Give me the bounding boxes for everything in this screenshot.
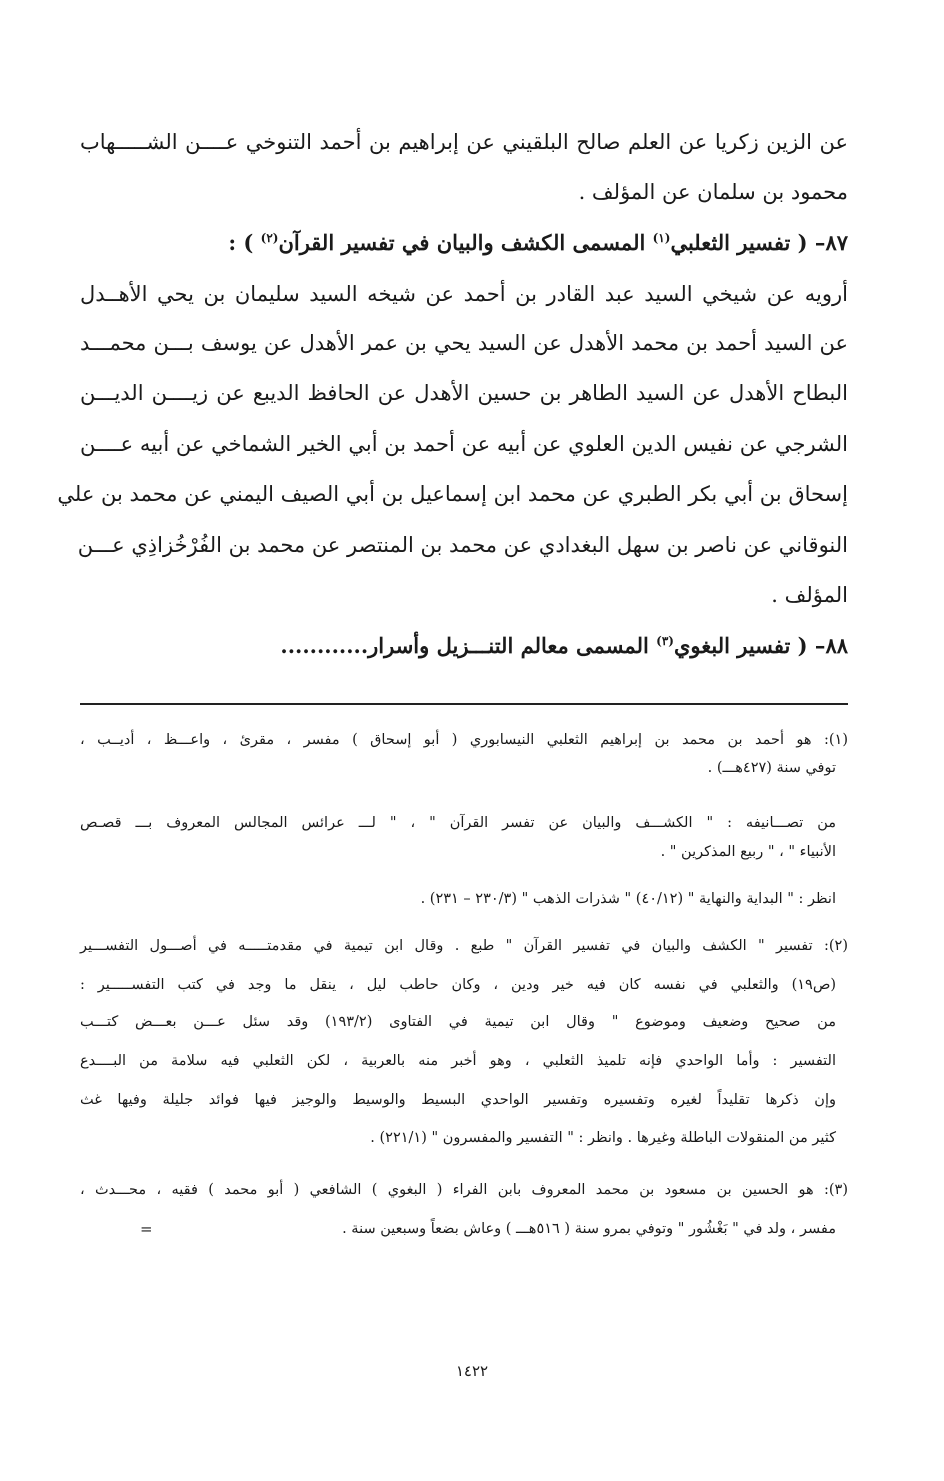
body-line-2: محمود بن سلمان عن المؤلف . bbox=[578, 180, 848, 204]
body-line-1: عن الزين زكريا عن العلم صالح البلقيني عن إبراهيم بن أحمد التنوخي عــــن الشـــــهاب bbox=[80, 130, 848, 154]
page-number: ١٤٢٢ bbox=[455, 1362, 489, 1380]
footnote-divider bbox=[80, 703, 848, 705]
body-line-8: النوقاني عن ناصر بن سهل البغدادي عن محمد بن المنتصر عن محمد بن الفُرْخُزاذِي عـــن bbox=[77, 533, 848, 557]
body-line-7: إسحاق بن أبي بكر الطبري عن محمد ابن إسماعيل بن أبي الصيف اليمني عن محمد بن علي bbox=[57, 482, 848, 506]
body-line-4: عن السيد أحمد بن محمد الأهدل عن السيد يحي بن عمر الأهدل عن يوسف بـــن محمـــد bbox=[80, 331, 848, 355]
footnote-1-line-4: الأنبياء " ، " ربيع المذكرين " . bbox=[660, 844, 836, 860]
footnote-3-line-1: (٣): هو الحسين بن مسعود بن محمد المعروف بابن الفراء ( البغوي ) الشافعي ( أبو محمد ) فقيه ، محـــدث ، bbox=[80, 1182, 848, 1198]
footnote-ref-2[interactable]: (٢) bbox=[260, 231, 279, 245]
heading-88-title: المسمى معالم التنـــزيل وأسرار............ bbox=[280, 633, 657, 658]
footnote-2-line-3: من صحيح وضعيف وموضوع " وقال ابن تيمية في الفتاوى (١٩٣/٢) وقد سئل عـــن بعـــض كتـــب bbox=[80, 1014, 836, 1030]
heading-87-suffix: ) : bbox=[228, 230, 261, 255]
footnote-2-line-6: كثير من المنقولات الباطلة وغيرها . وانظر : " التفسير والمفسرون " (٢٢١/١) . bbox=[370, 1130, 836, 1146]
body-line-9: المؤلف . bbox=[771, 583, 848, 607]
footnote-2-line-4: التفسير : وأما الواحدي فإنه تلميذ الثعلبي ، وهو أخبر منه بالعربية ، لكن الثعلبي فيه سلامة من البــــدع bbox=[80, 1053, 836, 1069]
heading-87-prefix: ٨٧– ( تفسير الثعلبي bbox=[670, 230, 848, 255]
body-line-6: الشرجي عن نفيس الدين العلوي عن أبيه عن أحمد بن أبي الخير الشماخي عن أبيه عــــن bbox=[80, 432, 848, 456]
footnote-ref-1[interactable]: (١) bbox=[652, 231, 671, 245]
footnote-3-line-2: مفسر ، ولد في " بَغْشُور " وتوفي بمرو سنة ( ٥١٦هـــ ) وعاش بضعاً وسبعين سنة . bbox=[342, 1221, 836, 1237]
footnote-1-line-5: انظر : " البداية والنهاية " (٤٠/١٢) " شذرات الذهب " (٢٣٠/٣ – ٢٣١) . bbox=[420, 891, 836, 907]
footnote-1-line-3: من تصـــانيفه : " الكشـــف والبيان عن تفسر القرآن " ، " لـــ عرائس المجالس المعروف بـــ قصـص bbox=[80, 815, 836, 831]
footnote-ref-3[interactable]: (٣) bbox=[656, 634, 674, 648]
body-line-3: أرويه عن شيخي السيد عبد القادر بن أحمد عن شيخه السيد سليمان بن يحي الأهــدل bbox=[80, 282, 848, 306]
continuation-mark: = bbox=[140, 1220, 153, 1238]
heading-88-prefix: ٨٨– ( تفسير البغوي bbox=[673, 633, 848, 658]
footnote-1-line-1: (١): هو أحمد بن محمد بن إبراهيم الثعلبي النيسابوري ( أبو إسحاق ) مفسر ، مقرئ ، واعـــظ ، أديــب ، bbox=[80, 732, 848, 748]
heading-87-title: المسمى الكشف والبيان في تفسير القرآن bbox=[278, 230, 653, 255]
heading-entry-87 bbox=[80, 228, 848, 258]
heading-entry-88 bbox=[80, 631, 848, 661]
footnote-2-line-5: وإن ذكرها تقليداً لغيره وتفسيره وتفسير الواحدي البسيط والوسيط والوجيز فيها فوائد جليلة وفيها غث bbox=[80, 1092, 836, 1108]
footnote-2-line-1: (٢): تفسير " الكشف والبيان في تفسير القرآن " طبع . وقال ابن تيمية في مقدمتـــــه في أصـــول التفســـير bbox=[80, 938, 848, 954]
body-line-5: البطاح الأهدل عن السيد الطاهر بن حسين الأهدل عن الحافظ الديبع عن زيــــن الديـــن bbox=[80, 381, 848, 405]
footnote-2-line-2: (ص١٩) والثعلبي في نفسه كان فيه خير ودين ، وكان حاطب ليل ، ينقل ما وجد في كتب التفســـــير : bbox=[80, 977, 836, 993]
footnote-1-line-2: توفي سنة (٤٢٧هـــ) . bbox=[707, 760, 836, 776]
